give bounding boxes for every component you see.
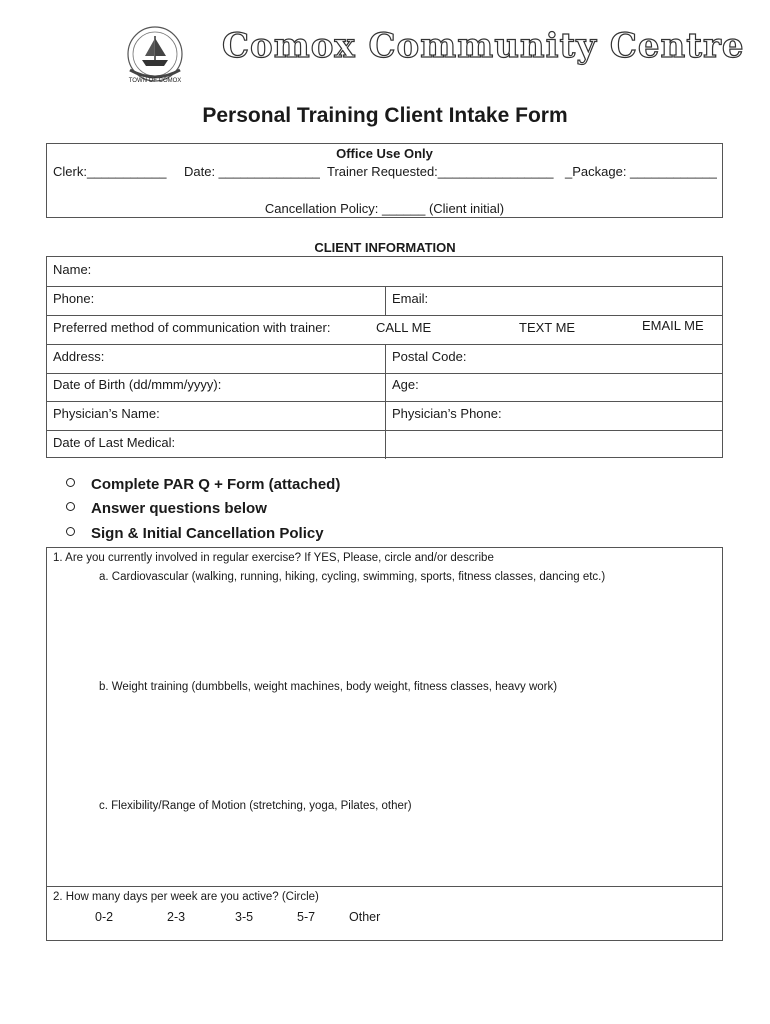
question-1: 1. Are you currently involved in regular exercise? If YES, Please, circle and/or describe: [53, 552, 494, 564]
col-divider: [385, 344, 386, 459]
svg-text:TOWN OF COMOX: TOWN OF COMOX: [128, 78, 182, 84]
question-2: 2. How many days per week are you active? (Circle): [53, 891, 319, 903]
postal-code-field[interactable]: Postal Code:: [392, 349, 467, 364]
date-field[interactable]: Date: ______________: [184, 164, 320, 179]
address-field[interactable]: Address:: [53, 349, 105, 364]
email-field[interactable]: Email:: [392, 291, 429, 306]
clerk-field[interactable]: Clerk:___________: [53, 164, 167, 179]
checklist-item: Answer questions below: [66, 500, 267, 517]
office-use-box: [46, 143, 723, 218]
physician-phone-field[interactable]: Physician’s Phone:: [392, 406, 502, 421]
row-divider: [47, 886, 722, 887]
days-option-0-2[interactable]: 0-2: [95, 910, 114, 924]
question-1c: c. Flexibility/Range of Motion (stretching, yoga, Pilates, other): [99, 800, 412, 812]
option-email-me[interactable]: EMAIL ME: [642, 318, 704, 333]
org-name: Comox Community Centre: [222, 26, 745, 66]
office-use-heading: Office Use Only: [336, 146, 433, 161]
client-info-table: [46, 256, 723, 458]
questions-box: [46, 547, 723, 941]
question-1a: a. Cardiovascular (walking, running, hiking, cycling, swimming, sports, fitness classes, dancing etc.): [99, 571, 606, 583]
days-option-2-3[interactable]: 2-3: [167, 910, 186, 924]
days-option-other[interactable]: Other: [349, 910, 381, 924]
last-medical-field[interactable]: Date of Last Medical:: [53, 435, 176, 450]
col-divider: [385, 286, 386, 315]
days-option-3-5[interactable]: 3-5: [235, 910, 254, 924]
row-divider: [47, 315, 722, 316]
checklist-item: Sign & Initial Cancellation Policy: [66, 525, 324, 542]
date-of-birth-field[interactable]: Date of Birth (dd/mmm/yyyy):: [53, 377, 222, 392]
form-title: Personal Training Client Intake Form: [202, 104, 568, 127]
option-text-me[interactable]: TEXT ME: [519, 320, 576, 335]
circle-bullet-icon: [66, 527, 75, 536]
name-field[interactable]: Name:: [53, 262, 92, 277]
days-option-5-7[interactable]: 5-7: [297, 910, 316, 924]
physician-name-field[interactable]: Physician’s Name:: [53, 406, 160, 421]
option-call-me[interactable]: CALL ME: [376, 320, 432, 335]
age-field[interactable]: Age:: [392, 377, 419, 392]
town-of-comox-logo: [120, 22, 190, 90]
phone-field[interactable]: Phone:: [53, 291, 95, 306]
checklist-item: Complete PAR Q + Form (attached): [66, 476, 340, 493]
circle-bullet-icon: [66, 502, 75, 511]
circle-bullet-icon: [66, 478, 75, 487]
client-info-heading: CLIENT INFORMATION: [314, 240, 456, 255]
preferred-communication-label: Preferred method of communication with trainer:: [53, 320, 331, 335]
cancellation-policy-field[interactable]: Cancellation Policy: ______ (Client initial): [264, 201, 505, 216]
question-1b: b. Weight training (dumbbells, weight machines, body weight, fitness classes, heavy work): [99, 681, 558, 693]
package-field[interactable]: _Package: ____________: [565, 164, 717, 179]
trainer-requested-field[interactable]: Trainer Requested:________________: [327, 164, 554, 179]
